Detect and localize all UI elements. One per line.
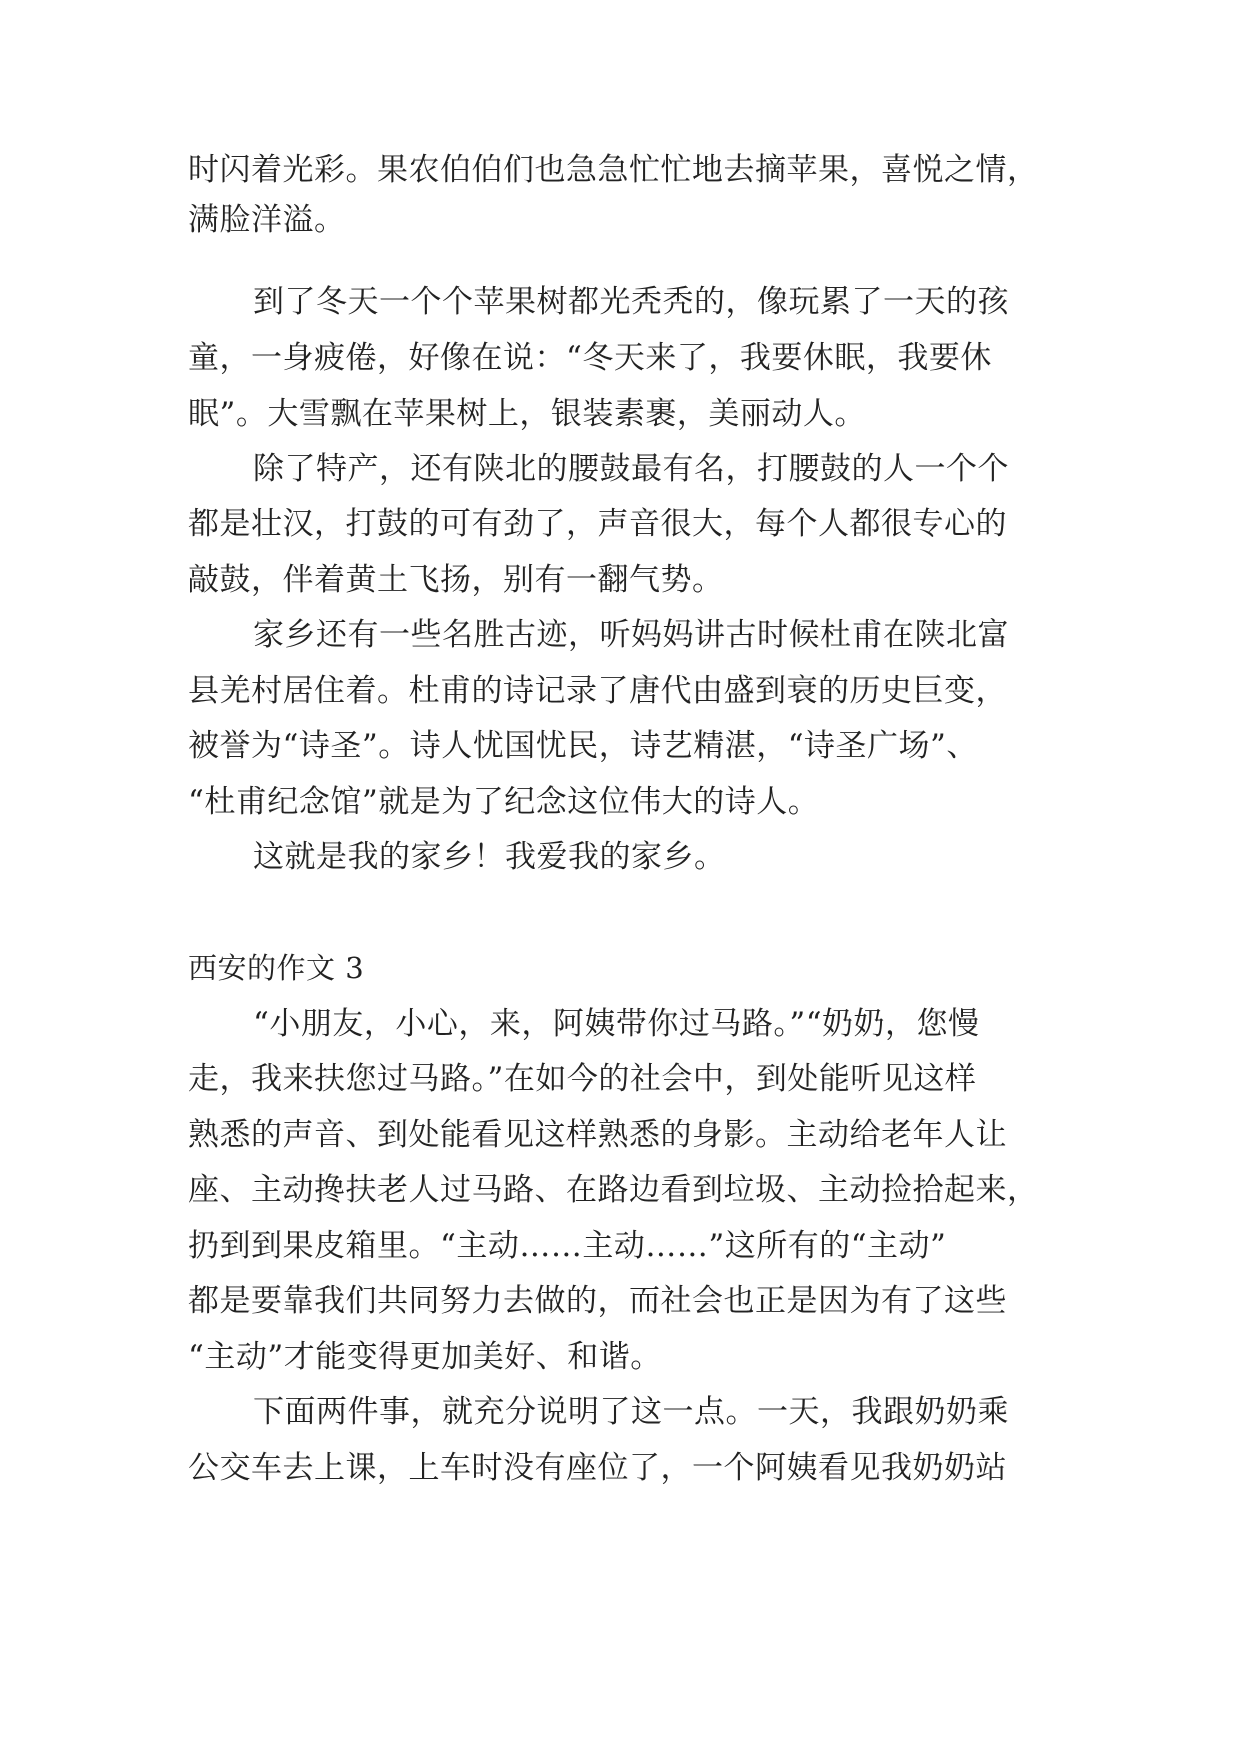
text-line: “主动”才能变得更加美好、和谐。 — [188, 1339, 662, 1375]
text-line: 走，我来扶您过马路。”在如今的社会中，到处能听见这样 — [188, 1061, 977, 1097]
text-line: 熟悉的声音、到处能看见这样熟悉的身影。主动给老年人让 — [188, 1117, 1007, 1153]
text-line: 扔到到果皮箱里。“主动……主动……”这所有的“主动” — [188, 1228, 947, 1264]
text-line: 敲鼓，伴着黄土飞扬，别有一翻气势。 — [188, 562, 724, 598]
text-line: 都是壮汉，打鼓的可有劲了，声音很大，每个人都很专心的 — [188, 506, 1007, 542]
text-line: 座、主动搀扶老人过马路、在路边看到垃圾、主动捡拾起来， — [188, 1172, 1039, 1208]
paragraph-first-line: 到了冬天一个个苹果树都光秃秃的，像玩累了一天的孩 — [253, 284, 1009, 320]
text-line: 都是要靠我们共同努力去做的，而社会也正是因为有了这些 — [188, 1283, 1007, 1319]
paragraph-first-line: 这就是我的家乡！我爱我的家乡。 — [253, 839, 726, 875]
text-line: 满脸洋溢。 — [188, 202, 346, 238]
paragraph-first-line: 除了特产，还有陕北的腰鼓最有名，打腰鼓的人一个个 — [253, 451, 1009, 487]
paragraph-first-line: 下面两件事，就充分说明了这一点。一天，我跟奶奶乘 — [253, 1394, 1009, 1430]
text-line: 眠”。大雪飘在苹果树上，银装素裹，美丽动人。 — [188, 396, 866, 432]
text-line: “杜甫纪念馆”就是为了纪念这位伟大的诗人。 — [188, 784, 820, 820]
section-heading: 西安的作文 3 — [188, 951, 365, 985]
text-line: 时闪着光彩。果农伯伯们也急急忙忙地去摘苹果，喜悦之情， — [188, 152, 1039, 188]
paragraph-first-line: 家乡还有一些名胜古迹，听妈妈讲古时候杜甫在陕北富 — [253, 617, 1009, 653]
text-line: 公交车去上课，上车时没有座位了，一个阿姨看见我奶奶站 — [188, 1450, 1007, 1486]
paragraph-first-line: “小朋友，小心，来，阿姨带你过马路。”“奶奶，您慢 — [253, 1006, 980, 1042]
text-line: 县羌村居住着。杜甫的诗记录了唐代由盛到衰的历史巨变， — [188, 673, 1007, 709]
text-line: 被誉为“诗圣”。诗人忧国忧民，诗艺精湛，“诗圣广场”、 — [188, 728, 978, 764]
text-line: 童，一身疲倦，好像在说：“冬天来了，我要休眠，我要休 — [188, 340, 992, 376]
